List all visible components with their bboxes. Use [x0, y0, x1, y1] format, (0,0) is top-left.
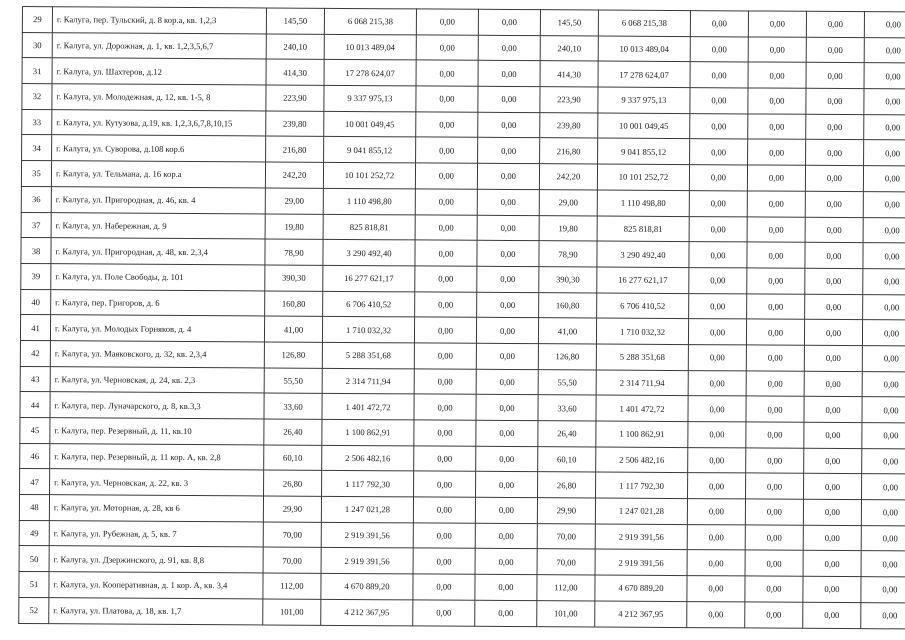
address-cell: г. Калуга, ул. Платова, д. 18, кв. 1,7 [49, 597, 263, 624]
address-cell: г. Калуга, ул. Черновская, д. 22, кв. 3 [50, 469, 264, 496]
cost-cell: 9 041 855,12 [324, 137, 416, 163]
zero-cell: 0,00 [861, 500, 905, 526]
row-number: 37 [21, 212, 51, 238]
cost-cell: 3 290 492,40 [323, 240, 415, 266]
row-number: 44 [20, 392, 50, 418]
zero-cell: 0,00 [690, 62, 748, 88]
zero-cell: 0,00 [745, 550, 803, 576]
cost-cell: 16 277 621,17 [597, 267, 689, 293]
row-number: 36 [21, 186, 51, 212]
area-cell: 390,30 [539, 267, 597, 293]
zero-cell: 0,00 [804, 397, 862, 423]
area-cell: 239,80 [266, 111, 324, 137]
address-cell: г. Калуга, ул. Тельмана, д. 16 кор.а [51, 161, 265, 188]
address-cell: г. Калуга, ул. Маяковского, д. 32, кв. 2,3,4 [50, 341, 264, 368]
zero-cell: 0,00 [416, 137, 478, 163]
zero-cell: 0,00 [864, 89, 905, 115]
zero-cell: 0,00 [804, 345, 862, 371]
area-cell: 112,00 [263, 573, 321, 599]
zero-cell: 0,00 [803, 499, 861, 525]
zero-cell: 0,00 [861, 577, 905, 603]
area-cell: 223,90 [540, 87, 598, 113]
zero-cell: 0,00 [862, 346, 905, 372]
address-cell: г. Калуга, ул. Суворова, д.108 кор.6 [52, 135, 266, 162]
row-number: 46 [20, 443, 50, 469]
area-cell: 240,10 [266, 34, 324, 60]
zero-cell: 0,00 [475, 523, 537, 549]
row-number: 45 [20, 417, 50, 443]
zero-cell: 0,00 [475, 600, 537, 626]
zero-cell: 0,00 [415, 163, 477, 189]
zero-cell: 0,00 [746, 422, 804, 448]
zero-cell: 0,00 [861, 525, 905, 551]
zero-cell: 0,00 [416, 35, 478, 61]
zero-cell: 0,00 [864, 37, 905, 63]
address-cell: г. Калуга, пер. Луначарского, д. 8, кв.3,3 [50, 392, 264, 419]
cost-cell: 1 710 032,32 [322, 317, 414, 343]
area-cell: 41,00 [538, 318, 596, 344]
zero-cell: 0,00 [806, 88, 864, 114]
zero-cell: 0,00 [687, 550, 745, 576]
cost-cell: 3 290 492,40 [597, 241, 689, 267]
area-cell: 70,00 [537, 549, 595, 575]
area-cell: 101,00 [263, 599, 321, 625]
cost-cell: 9 337 975,13 [598, 87, 690, 113]
row-number: 34 [22, 135, 52, 161]
area-cell: 41,00 [264, 316, 322, 342]
zero-cell: 0,00 [414, 446, 476, 472]
row-number: 29 [22, 7, 52, 33]
cost-cell: 5 288 351,68 [596, 344, 688, 370]
cost-cell: 825 818,81 [597, 216, 689, 242]
cost-cell: 17 278 624,07 [598, 61, 690, 87]
area-cell: 33,60 [538, 395, 596, 421]
zero-cell: 0,00 [477, 189, 539, 215]
zero-cell: 0,00 [690, 88, 748, 114]
zero-cell: 0,00 [476, 395, 538, 421]
zero-cell: 0,00 [861, 474, 905, 500]
zero-cell: 0,00 [806, 63, 864, 89]
address-cell: г. Калуга, ул. Молодых Горняков, д. 4 [50, 315, 264, 342]
document-page [18, 6, 901, 629]
zero-cell: 0,00 [416, 9, 478, 35]
cost-cell: 9 041 855,12 [598, 138, 690, 164]
zero-cell: 0,00 [862, 371, 905, 397]
zero-cell: 0,00 [804, 448, 862, 474]
zero-cell: 0,00 [862, 320, 905, 346]
area-cell: 240,10 [540, 35, 598, 61]
address-cell: г. Калуга, ул. Дорожная, д. 1, кв. 1,2,3,5,6,7 [52, 32, 266, 59]
cost-cell: 1 117 792,30 [596, 472, 688, 498]
address-cell: г. Калуга, ул. Дзержинского, д. 91, кв. 8,8 [49, 546, 263, 573]
zero-cell: 0,00 [415, 240, 477, 266]
area-cell: 60,10 [538, 446, 596, 472]
zero-cell: 0,00 [806, 114, 864, 140]
zero-cell: 0,00 [413, 548, 475, 574]
address-cell: г. Калуга, ул. Молодежная, д. 12, кв. 1-5, 8 [52, 84, 266, 111]
zero-cell: 0,00 [746, 473, 804, 499]
zero-cell: 0,00 [862, 423, 905, 449]
zero-cell: 0,00 [414, 394, 476, 420]
area-cell: 19,80 [265, 213, 323, 239]
address-cell: г. Калуга, ул. Набережная, д. 9 [51, 212, 265, 239]
row-number: 52 [19, 597, 49, 623]
address-cell: г. Калуга, ул. Поле Свободы, д. 101 [51, 264, 265, 291]
area-cell: 216,80 [266, 136, 324, 162]
area-cell: 33,60 [264, 393, 322, 419]
address-cell: г. Калуга, ул. Рубежная, д. 5, кв. 7 [49, 520, 263, 547]
zero-cell: 0,00 [745, 602, 803, 628]
cost-cell: 2 919 391,56 [595, 549, 687, 575]
cost-cell: 1 401 472,72 [596, 395, 688, 421]
zero-cell: 0,00 [475, 574, 537, 600]
zero-cell: 0,00 [748, 62, 806, 88]
zero-cell: 0,00 [747, 191, 805, 217]
zero-cell: 0,00 [806, 11, 864, 37]
zero-cell: 0,00 [746, 396, 804, 422]
zero-cell: 0,00 [476, 318, 538, 344]
zero-cell: 0,00 [745, 576, 803, 602]
row-number: 39 [21, 263, 51, 289]
zero-cell: 0,00 [862, 448, 905, 474]
zero-cell: 0,00 [804, 320, 862, 346]
zero-cell: 0,00 [690, 113, 748, 139]
zero-cell: 0,00 [689, 267, 747, 293]
cost-cell: 1 710 032,32 [596, 318, 688, 344]
row-number: 38 [21, 238, 51, 264]
zero-cell: 0,00 [477, 292, 539, 318]
zero-cell: 0,00 [416, 86, 478, 112]
cost-cell: 10 013 489,04 [598, 36, 690, 62]
row-number: 35 [21, 161, 51, 187]
area-cell: 101,00 [537, 600, 595, 626]
row-number: 48 [19, 495, 49, 521]
cost-cell: 2 506 482,16 [596, 447, 688, 473]
address-cell: г. Калуга, ул. Пригородная, д. 48, кв. 2,3,4 [51, 238, 265, 265]
zero-cell: 0,00 [478, 112, 540, 138]
zero-cell: 0,00 [478, 61, 540, 87]
cost-cell: 4 670 889,20 [595, 575, 687, 601]
zero-cell: 0,00 [805, 268, 863, 294]
zero-cell: 0,00 [475, 497, 537, 523]
zero-cell: 0,00 [748, 11, 806, 37]
zero-cell: 0,00 [747, 268, 805, 294]
zero-cell: 0,00 [805, 217, 863, 243]
zero-cell: 0,00 [415, 266, 477, 292]
zero-cell: 0,00 [687, 524, 745, 550]
area-cell: 26,80 [538, 472, 596, 498]
area-cell: 239,80 [540, 112, 598, 138]
row-number: 30 [22, 32, 52, 58]
area-cell: 78,90 [265, 239, 323, 265]
address-cell: г. Калуга, ул. Кутузова, д.19, кв. 1,2,3,6,7,8,10,15 [52, 109, 266, 136]
zero-cell: 0,00 [864, 114, 905, 140]
zero-cell: 0,00 [687, 576, 745, 602]
cost-cell: 1 110 498,80 [597, 190, 689, 216]
zero-cell: 0,00 [746, 345, 804, 371]
cost-cell: 4 212 367,95 [595, 601, 687, 627]
zero-cell: 0,00 [416, 60, 478, 86]
zero-cell: 0,00 [688, 447, 746, 473]
zero-cell: 0,00 [689, 190, 747, 216]
cost-cell: 2 919 391,56 [595, 524, 687, 550]
cost-cell: 1 401 472,72 [322, 394, 414, 420]
cost-cell: 1 117 792,30 [322, 471, 414, 497]
row-number: 47 [20, 469, 50, 495]
cost-cell: 10 001 049,45 [598, 113, 690, 139]
address-cell: г. Калуга, ул. Шахтеров, д.12 [52, 58, 266, 85]
cost-cell: 2 919 391,56 [321, 522, 413, 548]
cost-cell: 2 314 711,94 [322, 368, 414, 394]
zero-cell: 0,00 [745, 499, 803, 525]
cost-cell: 9 337 975,13 [324, 85, 416, 111]
area-cell: 145,50 [266, 8, 324, 34]
area-cell: 29,90 [537, 498, 595, 524]
zero-cell: 0,00 [864, 140, 905, 166]
zero-cell: 0,00 [477, 266, 539, 292]
zero-cell: 0,00 [476, 369, 538, 395]
zero-cell: 0,00 [863, 269, 905, 295]
zero-cell: 0,00 [414, 471, 476, 497]
zero-cell: 0,00 [804, 371, 862, 397]
zero-cell: 0,00 [415, 291, 477, 317]
zero-cell: 0,00 [477, 215, 539, 241]
zero-cell: 0,00 [803, 576, 861, 602]
address-cell: г. Калуга, ул. Пригородная, д. 46, кв. 4 [51, 186, 265, 213]
zero-cell: 0,00 [416, 112, 478, 138]
cost-cell: 1 247 021,28 [595, 498, 687, 524]
cost-cell: 1 100 862,91 [322, 419, 414, 445]
zero-cell: 0,00 [475, 549, 537, 575]
zero-cell: 0,00 [415, 189, 477, 215]
zero-cell: 0,00 [476, 446, 538, 472]
zero-cell: 0,00 [690, 11, 748, 37]
zero-cell: 0,00 [476, 420, 538, 446]
zero-cell: 0,00 [863, 217, 905, 243]
zero-cell: 0,00 [689, 242, 747, 268]
row-number: 40 [21, 289, 51, 315]
zero-cell: 0,00 [864, 63, 905, 89]
area-cell: 390,30 [265, 265, 323, 291]
address-cell: г. Калуга, пер. Резервный, д. 11 кор. А, кв. 2,8 [50, 443, 264, 470]
zero-cell: 0,00 [476, 472, 538, 498]
address-cell: г. Калуга, пер. Григоров, д. 6 [51, 289, 265, 316]
area-cell: 26,40 [538, 421, 596, 447]
zero-cell: 0,00 [748, 37, 806, 63]
area-cell: 126,80 [538, 344, 596, 370]
area-cell: 70,00 [263, 522, 321, 548]
zero-cell: 0,00 [415, 214, 477, 240]
zero-cell: 0,00 [745, 525, 803, 551]
zero-cell: 0,00 [863, 166, 905, 192]
zero-cell: 0,00 [688, 396, 746, 422]
area-cell: 70,00 [537, 523, 595, 549]
area-cell: 29,00 [539, 189, 597, 215]
zero-cell: 0,00 [862, 397, 905, 423]
zero-cell: 0,00 [805, 165, 863, 191]
address-cell: г. Калуга, ул. Моторная, д. 28, кв 6 [49, 495, 263, 522]
zero-cell: 0,00 [803, 551, 861, 577]
zero-cell: 0,00 [803, 525, 861, 551]
zero-cell: 0,00 [688, 319, 746, 345]
zero-cell: 0,00 [478, 9, 540, 35]
zero-cell: 0,00 [861, 551, 905, 577]
zero-cell: 0,00 [688, 345, 746, 371]
zero-cell: 0,00 [863, 243, 905, 269]
table-row [19, 597, 905, 628]
zero-cell: 0,00 [748, 139, 806, 165]
cost-cell: 1 110 498,80 [323, 188, 415, 214]
zero-cell: 0,00 [413, 523, 475, 549]
zero-cell: 0,00 [414, 343, 476, 369]
cost-cell: 10 101 252,72 [597, 164, 689, 190]
zero-cell: 0,00 [688, 422, 746, 448]
zero-cell: 0,00 [864, 12, 905, 38]
zero-cell: 0,00 [746, 448, 804, 474]
row-number: 42 [20, 340, 50, 366]
area-cell: 145,50 [540, 10, 598, 36]
row-number: 51 [19, 572, 49, 598]
zero-cell: 0,00 [690, 139, 748, 165]
area-cell: 242,20 [539, 164, 597, 190]
zero-cell: 0,00 [414, 420, 476, 446]
zero-cell: 0,00 [689, 165, 747, 191]
zero-cell: 0,00 [414, 317, 476, 343]
row-number: 49 [19, 520, 49, 546]
row-number: 50 [19, 546, 49, 572]
zero-cell: 0,00 [863, 294, 905, 320]
cost-cell: 2 314 711,94 [596, 370, 688, 396]
zero-cell: 0,00 [805, 242, 863, 268]
cost-cell: 4 212 367,95 [321, 599, 413, 625]
zero-cell: 0,00 [748, 88, 806, 114]
area-cell: 160,80 [539, 292, 597, 318]
row-number: 33 [22, 109, 52, 135]
zero-cell: 0,00 [747, 242, 805, 268]
zero-cell: 0,00 [478, 35, 540, 61]
row-number: 41 [20, 315, 50, 341]
row-number: 31 [22, 58, 52, 84]
address-cell: г. Калуга, ул. Кооперативная, д. 1 кор. А, кв. 3,4 [49, 572, 263, 599]
zero-cell: 0,00 [689, 293, 747, 319]
area-cell: 60,10 [264, 445, 322, 471]
zero-cell: 0,00 [804, 474, 862, 500]
area-cell: 414,30 [266, 59, 324, 85]
area-cell: 126,80 [264, 342, 322, 368]
area-cell: 78,90 [539, 241, 597, 267]
zero-cell: 0,00 [863, 191, 905, 217]
zero-cell: 0,00 [478, 86, 540, 112]
area-cell: 414,30 [540, 61, 598, 87]
zero-cell: 0,00 [746, 371, 804, 397]
housing-register-table [18, 6, 905, 629]
zero-cell: 0,00 [413, 574, 475, 600]
zero-cell: 0,00 [688, 370, 746, 396]
cost-cell: 10 001 049,45 [324, 111, 416, 137]
area-cell: 216,80 [540, 138, 598, 164]
area-cell: 55,50 [538, 369, 596, 395]
zero-cell: 0,00 [806, 140, 864, 166]
cost-cell: 17 278 624,07 [324, 60, 416, 86]
area-cell: 26,40 [264, 419, 322, 445]
area-cell: 55,50 [264, 368, 322, 394]
cost-cell: 6 068 215,38 [324, 8, 416, 34]
address-cell: г. Калуга, ул. Черновская, д. 24, кв. 2,3 [50, 366, 264, 393]
cost-cell: 6 706 410,52 [597, 293, 689, 319]
zero-cell: 0,00 [477, 163, 539, 189]
cost-cell: 10 013 489,04 [324, 34, 416, 60]
area-cell: 160,80 [265, 291, 323, 317]
zero-cell: 0,00 [413, 600, 475, 626]
cost-cell: 825 818,81 [323, 214, 415, 240]
area-cell: 29,00 [265, 188, 323, 214]
zero-cell: 0,00 [861, 602, 905, 628]
zero-cell: 0,00 [478, 138, 540, 164]
area-cell: 70,00 [263, 547, 321, 573]
zero-cell: 0,00 [747, 293, 805, 319]
cost-cell: 1 247 021,28 [321, 496, 413, 522]
area-cell: 223,90 [266, 85, 324, 111]
zero-cell: 0,00 [413, 497, 475, 523]
cost-cell: 1 100 862,91 [596, 421, 688, 447]
cost-cell: 16 277 621,17 [323, 265, 415, 291]
area-cell: 19,80 [539, 215, 597, 241]
zero-cell: 0,00 [690, 36, 748, 62]
zero-cell: 0,00 [687, 499, 745, 525]
table-body [19, 7, 905, 629]
cost-cell: 6 068 215,38 [598, 10, 690, 36]
zero-cell: 0,00 [746, 319, 804, 345]
cost-cell: 2 506 482,16 [322, 445, 414, 471]
zero-cell: 0,00 [477, 240, 539, 266]
zero-cell: 0,00 [688, 473, 746, 499]
zero-cell: 0,00 [747, 216, 805, 242]
area-cell: 29,90 [263, 496, 321, 522]
cost-cell: 6 706 410,52 [323, 291, 415, 317]
row-number: 43 [20, 366, 50, 392]
cost-cell: 5 288 351,68 [322, 342, 414, 368]
zero-cell: 0,00 [804, 422, 862, 448]
zero-cell: 0,00 [747, 165, 805, 191]
address-cell: г. Калуга, пер. Тульский, д. 8 кор.а, кв. 1,2,3 [52, 7, 266, 34]
zero-cell: 0,00 [748, 114, 806, 140]
zero-cell: 0,00 [806, 37, 864, 63]
zero-cell: 0,00 [687, 601, 745, 627]
area-cell: 242,20 [265, 162, 323, 188]
zero-cell: 0,00 [689, 216, 747, 242]
cost-cell: 2 919 391,56 [321, 548, 413, 574]
area-cell: 112,00 [537, 575, 595, 601]
zero-cell: 0,00 [803, 602, 861, 628]
row-number: 32 [22, 84, 52, 110]
zero-cell: 0,00 [805, 294, 863, 320]
zero-cell: 0,00 [476, 343, 538, 369]
zero-cell: 0,00 [414, 369, 476, 395]
cost-cell: 4 670 889,20 [321, 573, 413, 599]
zero-cell: 0,00 [805, 191, 863, 217]
cost-cell: 10 101 252,72 [323, 162, 415, 188]
address-cell: г. Калуга, пер. Резервный, д. 11, кв.10 [50, 418, 264, 445]
area-cell: 26,80 [264, 470, 322, 496]
